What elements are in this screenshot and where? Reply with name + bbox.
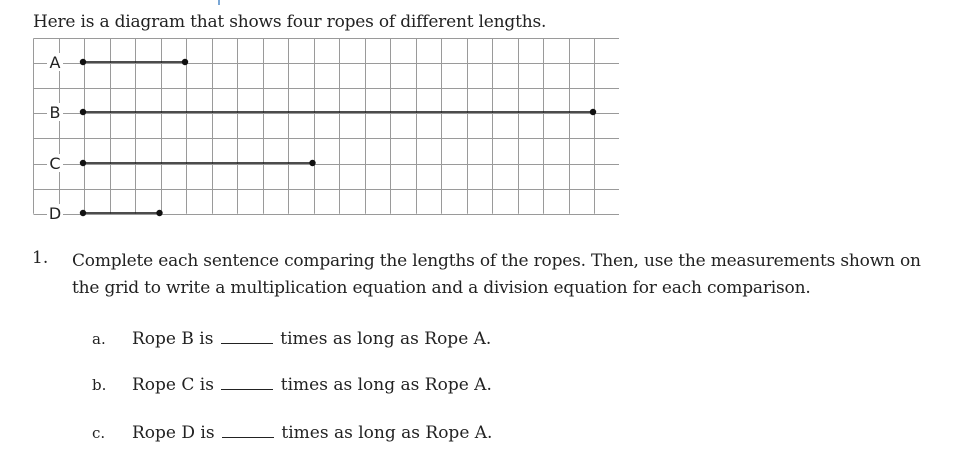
part-text-before: Rope C is xyxy=(132,375,214,395)
header-accent-mark xyxy=(218,0,220,5)
part-a xyxy=(92,329,491,349)
rope-start-point xyxy=(80,210,86,216)
rope-end-point xyxy=(156,210,162,216)
answer-blank[interactable] xyxy=(222,423,274,438)
part-c xyxy=(92,423,492,443)
answer-blank[interactable] xyxy=(221,329,273,344)
rope-start-point xyxy=(80,160,86,166)
part-letter: c. xyxy=(92,424,106,442)
part-b xyxy=(92,375,492,395)
part-text-before: Rope D is xyxy=(132,423,215,443)
rope-grid-diagram xyxy=(33,38,619,242)
rope-b xyxy=(47,103,596,122)
part-text-before: Rope B is xyxy=(132,329,214,349)
part-text-after: times as long as Rope A. xyxy=(280,329,492,349)
part-letter: b. xyxy=(92,376,107,394)
rope-c xyxy=(47,154,316,173)
question-text: Complete each sentence comparing the lengths of the ropes. Then, use the measurements shown on the grid to write a multiplication equation and a division equation for each comparison. xyxy=(72,251,921,298)
question-number: 1. xyxy=(32,248,49,268)
grid-lines xyxy=(34,39,620,215)
rope-label: C xyxy=(49,154,61,173)
part-text-after: times as long as Rope A. xyxy=(281,423,493,443)
rope-start-point xyxy=(80,109,86,115)
answer-blank[interactable] xyxy=(221,375,273,390)
rope-end-point xyxy=(182,59,188,65)
rope-label: B xyxy=(49,103,61,122)
rope-end-point xyxy=(590,109,596,115)
intro-text: Here is a diagram that shows four ropes of different lengths. xyxy=(33,12,547,32)
rope-end-point xyxy=(309,160,315,166)
rope-d xyxy=(47,204,163,223)
part-text-after: times as long as Rope A. xyxy=(280,375,492,395)
part-letter: a. xyxy=(92,330,106,348)
rope-a xyxy=(47,53,188,72)
rope-start-point xyxy=(80,59,86,65)
rope-label: A xyxy=(49,53,61,72)
rope-label: D xyxy=(48,204,62,223)
